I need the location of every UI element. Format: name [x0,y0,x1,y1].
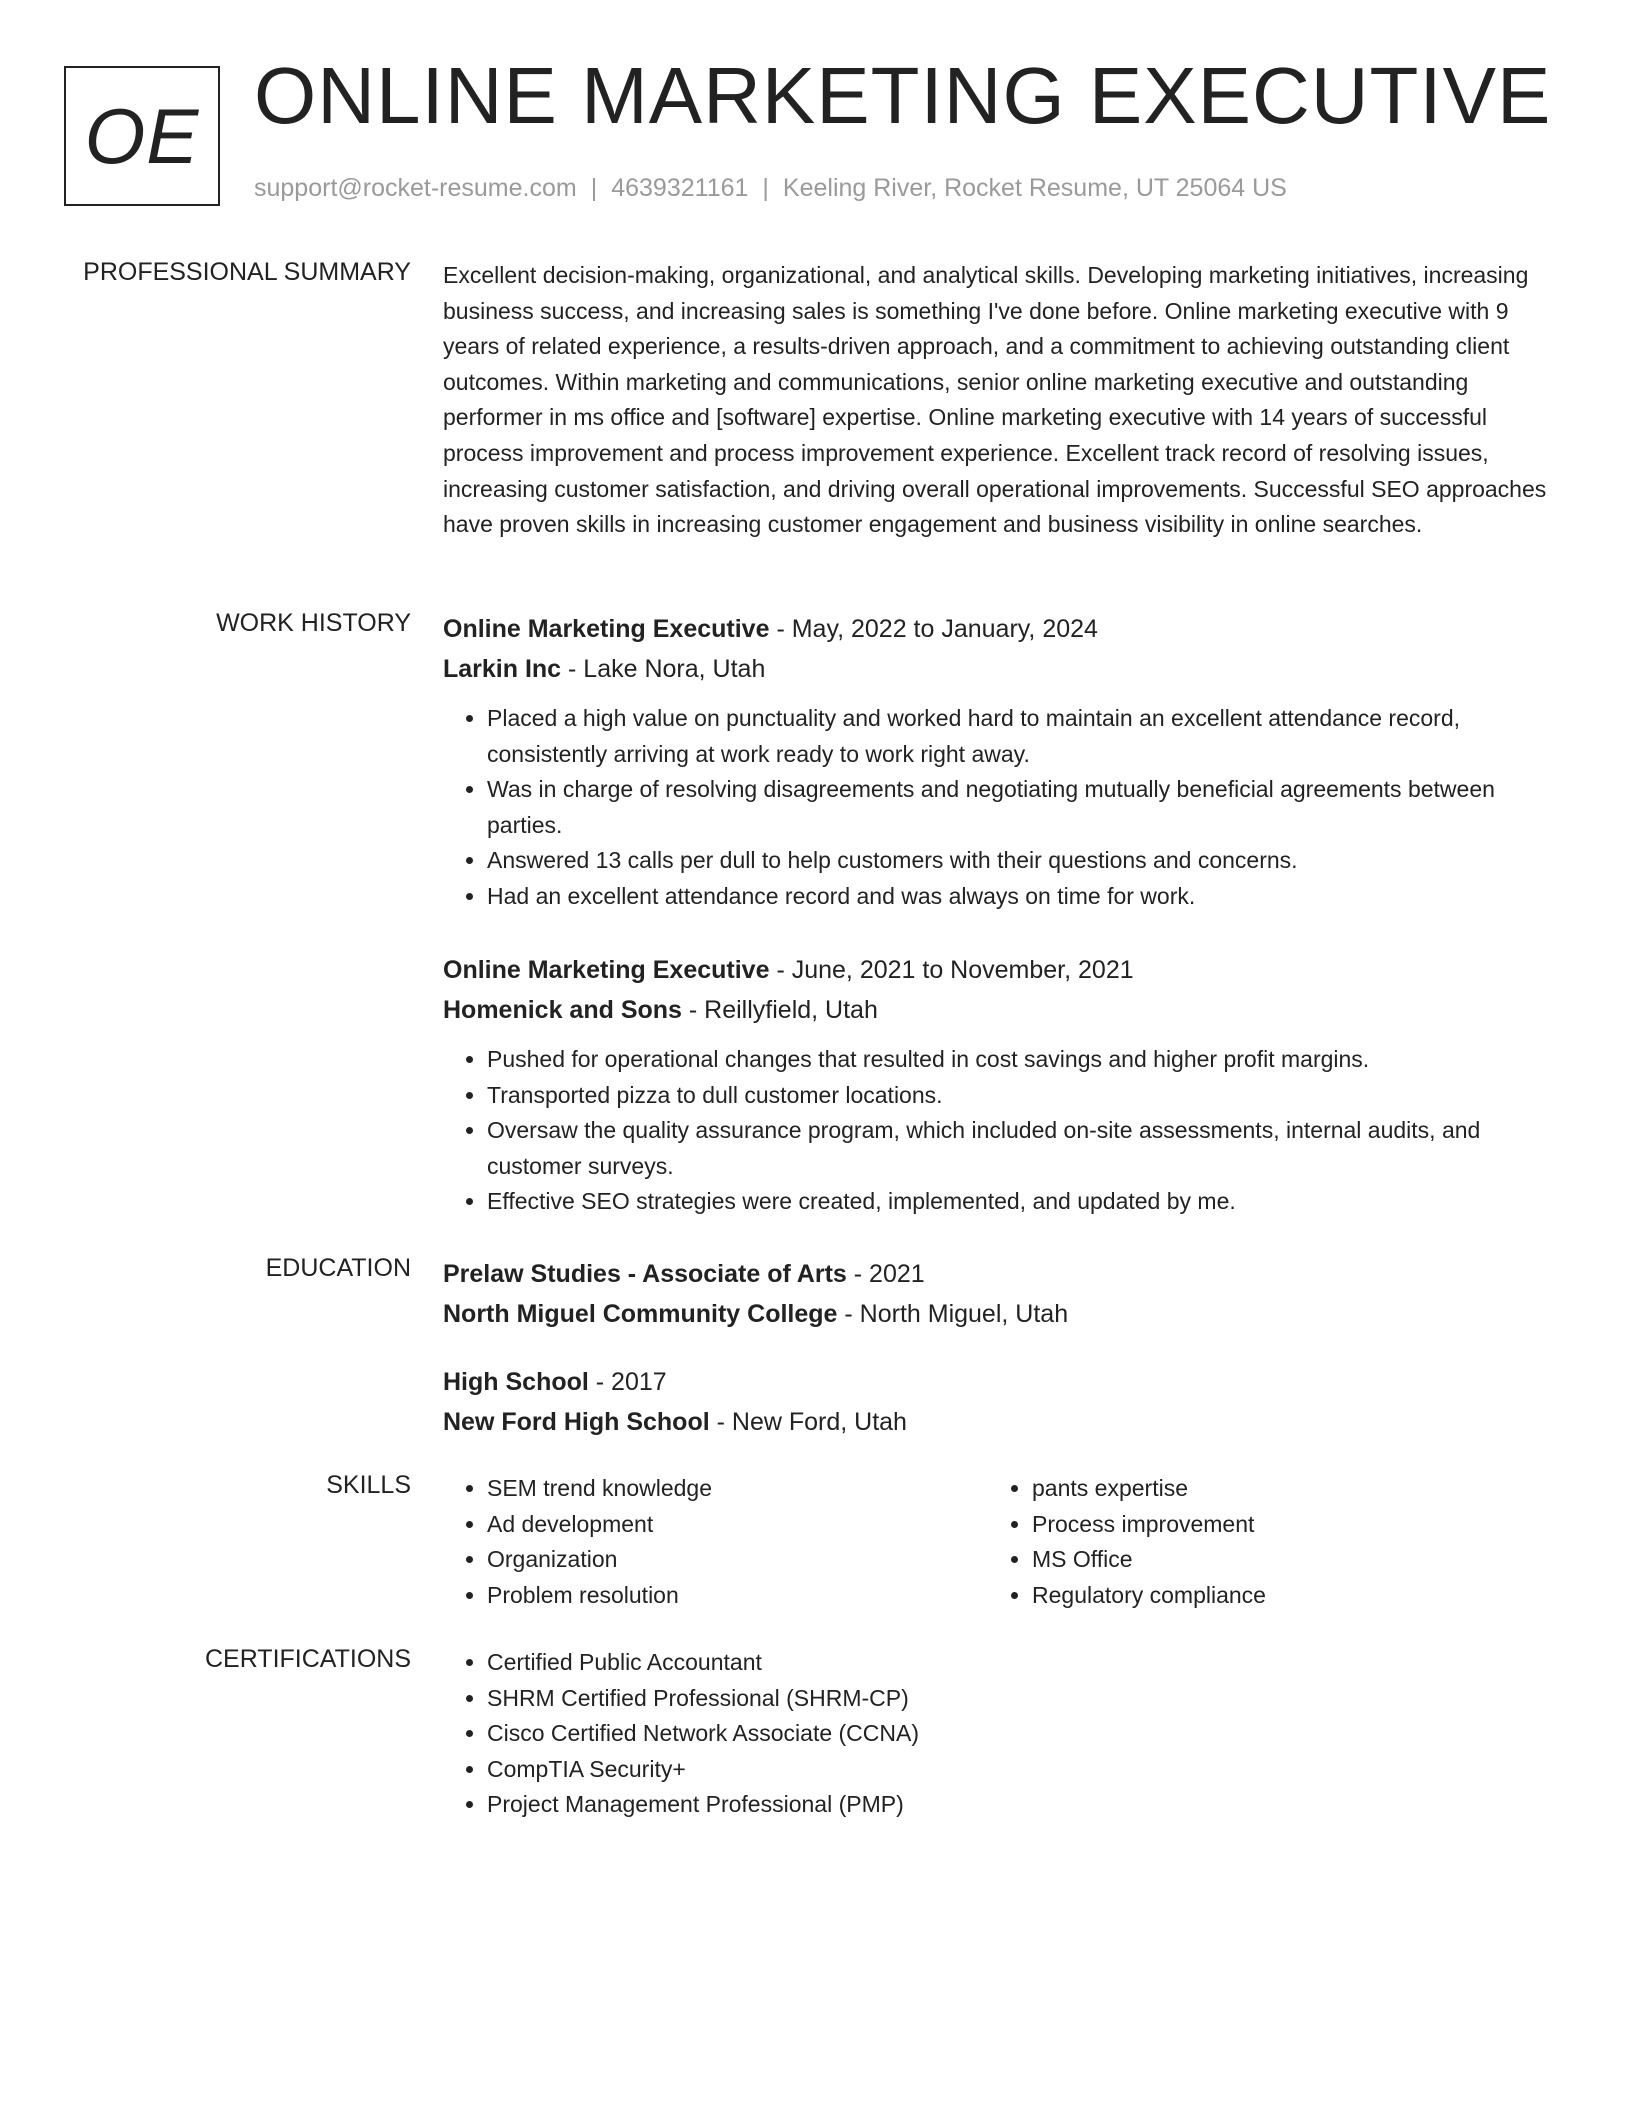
certification-item: • Cisco Certified Network Associate (CCNA) [487,1716,1553,1752]
section-label-education: EDUCATION [265,1254,411,1282]
education-degree: Prelaw Studies - Associate of Arts [443,1260,847,1288]
certification-item: • Certified Public Accountant [487,1645,1553,1681]
skills-columns [443,1471,1553,1613]
certifications-body [443,1645,1553,1823]
job-bullet: • Was in charge of resolving disagreements and negotiating mutually beneficial agreements between parties. [487,772,1553,843]
certification-item: • SHRM Certified Professional (SHRM-CP) [487,1681,1553,1717]
education-location: - North Miguel, Utah [837,1300,1069,1328]
job-bullet: • Effective SEO strategies were created, implemented, and updated by me. [487,1184,1553,1220]
skill-item: • MS Office [1032,1542,1266,1578]
skill-item: • Organization [487,1542,988,1578]
certification-item: • CompTIA Security+ [487,1752,1553,1788]
contact-address: Keeling River, Rocket Resume, UT 25064 US [782,174,1287,202]
education-year: - 2017 [588,1368,667,1396]
job-dates: - June, 2021 to November, 2021 [769,956,1134,984]
job-company-line [443,649,1553,689]
job-entry [443,609,1553,915]
job-bullet: • Had an excellent attendance record and was always on time for work. [487,879,1553,915]
job-title-line [443,609,1553,649]
education-location: - New Ford, Utah [709,1408,907,1436]
section-label-work: WORK HISTORY [216,609,411,637]
job-company: Larkin Inc [443,655,562,683]
section-label-summary: PROFESSIONAL SUMMARY [83,258,411,286]
job-title: Online Marketing Executive [443,956,770,984]
contact-line [254,174,1287,203]
education-body-2 [443,1362,1553,1442]
summary-text: Excellent decision-making, organizational, and analytical skills. Developing marketing initiatives, increasing business success, and increasing sales is something I've done before. Online marketing executive with 9 years of related experience, a results-driven approach, and a commitment to achieving outstanding client outcomes. Within marketing and communications, senior online marketing executive and outstanding performer in ms office and [software] expertise. Online marketing executive with 14 years of successful process improvement and process improvement experience. Excellent track record of resolving issues, increasing customer satisfaction, and driving overall operational improvements. Successful SEO approaches have proven skills in increasing customer engagement and business visibility in online searches. [443,262,1547,538]
monogram-logo: OE [64,66,220,206]
job-company-line [443,990,1553,1030]
work-body [443,609,1553,915]
job-bullet: • Oversaw the quality assurance program, which included on-site assessments, internal audits, and customer surveys. [487,1113,1553,1184]
job-company: Homenick and Sons [443,996,682,1024]
job-bullet: • Pushed for operational changes that resulted in cost savings and higher profit margins. [487,1042,1553,1078]
contact-separator: | [762,174,769,202]
job-entry [443,950,1553,1220]
contact-phone[interactable]: 4639321161 [611,174,749,202]
job-location: - Reillyfield, Utah [681,996,878,1024]
skill-item: • Process improvement [1032,1507,1266,1543]
skills-column-2 [988,1471,1266,1613]
skill-item: • Problem resolution [487,1578,988,1614]
contact-separator: | [590,174,598,202]
skill-item: • Regulatory compliance [1032,1578,1266,1614]
job-title-line [443,950,1553,990]
skill-item: • pants expertise [1032,1471,1266,1507]
job-bullets [443,701,1553,915]
education-body [443,1254,1553,1334]
work-body-2 [443,950,1553,1220]
job-location: - Lake Nora, Utah [561,655,766,683]
education-school-line [443,1294,1553,1334]
education-degree-line [443,1362,1553,1402]
skills-list [988,1471,1266,1613]
education-degree-line [443,1254,1553,1294]
job-title: Online Marketing Executive [443,615,770,643]
skill-item: • SEM trend knowledge [487,1471,988,1507]
resume-title: ONLINE MARKETING EXECUTIVE [254,51,1552,140]
section-label-skills: SKILLS [326,1471,411,1499]
skills-column-1 [443,1471,988,1613]
education-year: - 2021 [846,1260,925,1288]
education-school: North Miguel Community College [443,1300,838,1328]
job-bullets [443,1042,1553,1220]
section-label-certifications: CERTIFICATIONS [204,1645,411,1673]
skill-item: • Ad development [487,1507,988,1543]
skills-list [443,1471,988,1613]
certification-item: • Project Management Professional (PMP) [487,1787,1553,1823]
job-bullet: • Transported pizza to dull customer locations. [487,1078,1553,1114]
summary-body [443,258,1553,543]
skills-body [443,1471,1553,1613]
education-degree: High School [443,1368,589,1396]
education-school-line [443,1402,1553,1442]
job-bullet: • Answered 13 calls per dull to help customers with their questions and concerns. [487,843,1553,879]
education-school: New Ford High School [443,1408,710,1436]
certifications-list [443,1645,1553,1823]
job-dates: - May, 2022 to January, 2024 [769,615,1098,643]
job-bullet: • Placed a high value on punctuality and worked hard to maintain an excellent attendance record, consistently arriving at work ready to work right away. [487,701,1553,772]
contact-email[interactable]: support@rocket-resume.com [254,174,577,202]
